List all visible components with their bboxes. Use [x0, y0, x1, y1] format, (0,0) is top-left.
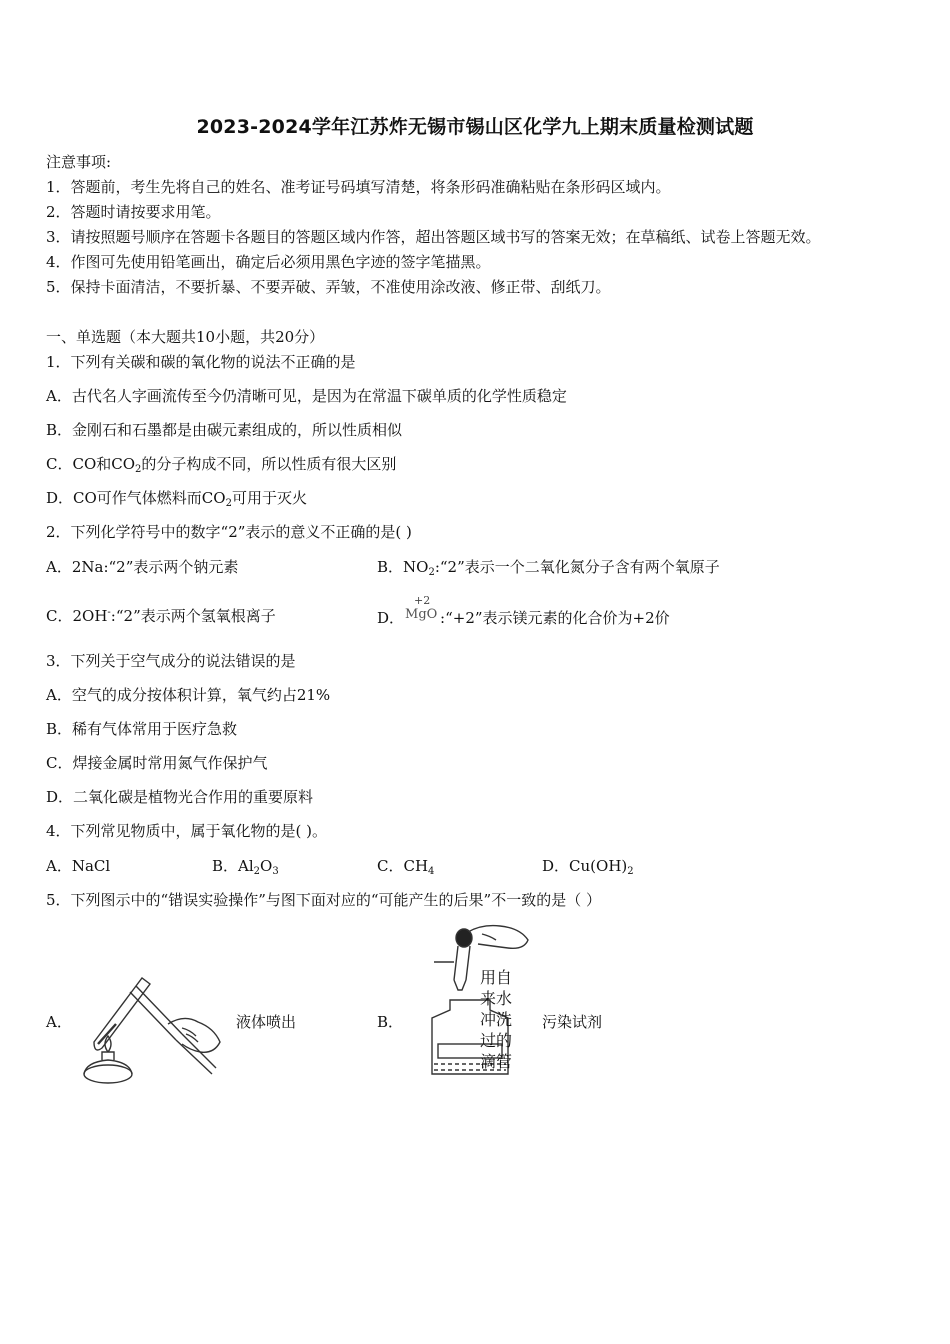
question-4-stem: 4．下列常见物质中，属于氧化物的是( )。 [46, 822, 328, 840]
question-1-option-b: B．金刚石和石墨都是由碳元素组成的，所以性质相似 [46, 421, 403, 439]
question-4-option-d [542, 856, 634, 882]
question-4-option-c [377, 856, 434, 882]
option-text: D．Cu(OH) [542, 857, 628, 875]
subscript: 3 [272, 866, 279, 877]
mgo-valence-figure [404, 594, 440, 625]
question-5-option-b-result: 污染试剂 [542, 1013, 603, 1031]
heating-test-tube-figure [72, 970, 224, 1088]
page-title: 2023-2024学年江苏炸无锡市锡山区化学九上期末质量检测试题 [196, 116, 754, 138]
caption-line: 过的 [480, 1031, 513, 1050]
question-2-option-d [377, 594, 670, 628]
question-3-option-d: D．二氧化碳是植物光合作用的重要原料 [46, 788, 314, 806]
subscript: 2 [428, 567, 435, 578]
question-3-option-a: A．空气的成分按体积计算，氧气约占21% [46, 686, 331, 704]
option-text: :“2”表示两个氢氧根离子 [110, 607, 276, 625]
question-1-stem: 1．下列有关碳和碳的氧化物的说法不正确的是 [46, 353, 356, 371]
option-text: :“2”表示一个二氧化氮分子含有两个氧原子 [434, 558, 720, 576]
caption-line: 滴管 [480, 1052, 513, 1071]
option-text: :“+2”表示镁元素的化合价为+2价 [440, 609, 670, 627]
caption-line: 来水 [480, 989, 513, 1008]
question-5-stem: 5．下列图示中的“错误实验操作”与图下面对应的“可能产生的后果”不一致的是（ ） [46, 891, 601, 909]
option-text: C．CH [377, 857, 429, 875]
section-heading: 一、单选题（本大题共10小题，共20分） [46, 328, 325, 346]
option-text: B．NO [377, 558, 429, 576]
option-text: 可用于灭火 [231, 489, 307, 507]
question-2-option-a: A．2Na:“2”表示两个钠元素 [46, 558, 239, 576]
question-1-option-d [46, 488, 307, 514]
subscript: 2 [627, 866, 634, 877]
subscript: 4 [428, 866, 435, 877]
question-5-option-a-label: A． [46, 1013, 72, 1031]
question-2-option-c [46, 603, 276, 626]
question-4-option-a: A．NaCl [46, 857, 111, 875]
notice-item: 1．答题前，考生先将自己的姓名、准考证号码填写清楚，将条形码准确粘贴在条形码区域内。 [46, 178, 671, 196]
notice-item: 2．答题时请按要求用笔。 [46, 203, 221, 221]
option-text: 的分子构成不同，所以性质有很大区别 [141, 455, 397, 473]
subscript: 2 [225, 498, 232, 509]
subscript: 2 [135, 464, 142, 475]
question-5-option-b-label: B． [377, 1013, 404, 1031]
formula: MgO [405, 607, 438, 622]
superscript: - [107, 607, 111, 618]
caption-line: 冲洗 [480, 1010, 513, 1029]
option-text: O [260, 857, 273, 875]
dropper-caption [480, 967, 520, 1072]
question-1-option-c [46, 454, 396, 480]
option-text: C．2OH [46, 607, 108, 625]
question-4-option-b [212, 856, 279, 882]
caption-line: 用自 [480, 968, 513, 987]
option-text: B．Al [212, 857, 254, 875]
question-1-option-a: A．古代名人字画流传至今仍清晰可见，是因为在常温下碳单质的化学性质稳定 [46, 387, 567, 405]
notice-item: 4．作图可先使用铅笔画出，确定后必须用黑色字迹的签字笔描黑。 [46, 253, 491, 271]
question-3-option-c: C．焊接金属时常用氮气作保护气 [46, 754, 268, 772]
option-text: C．CO和CO [46, 455, 136, 473]
notice-item: 3．请按照题号顺序在答题卡各题目的答题区域内作答，超出答题区域书写的答案无效；在草稿纸、试卷上答题无效。 [46, 228, 821, 246]
question-3-stem: 3．下列关于空气成分的说法错误的是 [46, 652, 296, 670]
option-label: D． [377, 609, 405, 627]
option-text: D．CO可作气体燃料而CO [46, 489, 226, 507]
valence-mark: +2 [414, 594, 431, 607]
question-2-stem: 2．下列化学符号中的数字“2”表示的意义不正确的是( ) [46, 523, 412, 541]
question-3-option-b: B．稀有气体常用于医疗急救 [46, 720, 238, 738]
subscript: 2 [253, 866, 261, 877]
question-2-option-b [377, 557, 720, 583]
question-5-option-a-result: 液体喷出 [236, 1013, 297, 1031]
notice-heading: 注意事项: [46, 153, 112, 171]
notice-item: 5．保持卡面清洁，不要折暴、不要弄破、弄皱，不准使用涂改液、修正带、刮纸刀。 [46, 278, 611, 296]
